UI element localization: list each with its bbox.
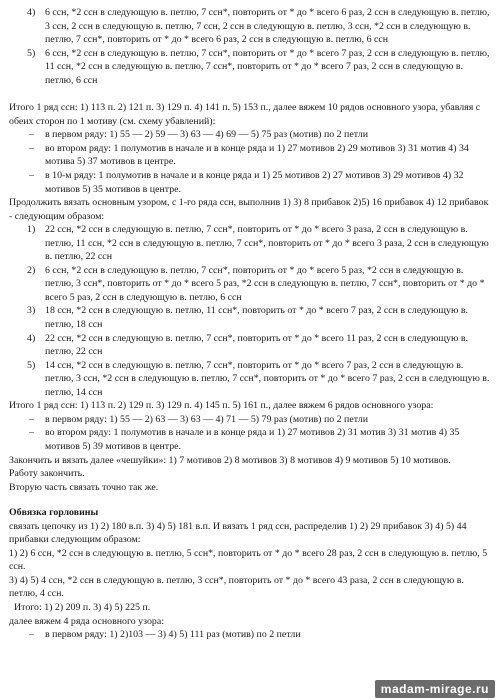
list-item xyxy=(9,223,491,264)
item-text: 22 ссн, *2 ссн в следующую в. петлю, 7 ссн*, повторить от * до * всего 3 раза, 2 ссн в следующую в. петлю, 11 ссн, *2 ссн в следующую в. петлю, 7 ссн*, повторить от * до * всего 3 раза, 2 ссн в следующую в. петлю, 22 ссн xyxy=(45,224,489,263)
finish-paragraph: Закончить и вязать далее «чешуйки»: 1) 7 мотивов 2) 8 мотивов 3) 8 мотивов 4) 9 мотивов 5) 10 мотивов. xyxy=(9,454,451,466)
total-paragraph: Итого 1 ряд ссн: 1) 113 п. 2) 121 п. 3) 129 п. 4) 141 п. 5) 153 п., далее вяжем 10 рядов основного узора, убавляя с обеих сторон по 1 мотиву (см. схему убавлений): xyxy=(9,102,481,127)
dash-text: в первом ряду: 1) 55 — 2) 59 — 3) 63 — 4) 69 — 5) 75 раз (мотив) по 2 петли xyxy=(45,129,368,141)
item-text: 18 ссн, *2 ссн в следующую в. петлю, 11 ссн*, повторить от * до * всего 7 раз, 2 ссн в следующую в. петлю, 18 ссн xyxy=(45,305,468,331)
item-number: 5) xyxy=(27,359,36,371)
item-text: 22 ссн, *2 ссн в следующую в. петлю, 7 ссн*, повторить от * до * всего 11 раз, 2 ссн в следующую в. петлю, 22 ссн xyxy=(45,332,468,358)
neckline-total: Итого: 1) 2) 209 п. 3) 4) 5) 225 п. xyxy=(14,601,151,613)
dash-text: в 10-м ряду: 1 полумотив в начале и в конце ряда и 1) 25 мотивов 2) 27 мотивов 3) 29 мотивов 4) 32 мотивов 5) 35 мотивов в центре. xyxy=(45,170,464,195)
neckline-paragraph: далее вяжем 4 ряда основного узора: xyxy=(9,615,164,627)
list-item xyxy=(9,47,491,88)
item-number: 4) xyxy=(27,7,36,18)
continue-paragraph: Продолжить вязать основным узором, с 1-го ряда ссн, выполнив 1) 3) 8 прибавок 2)5) 16 прибавок 4) 12 прибавок - следующим образом: xyxy=(9,197,489,222)
neckline-paragraph: 3) 4) 5) 4 ссн, *2 ссн в следующую в. петлю, 3 ссн*, повторить от * до * всего 43 раза, 2 ссн в следующую в. петлю, 4 ссн. xyxy=(9,574,464,600)
dash-text: в первом ряду: 1) 55 — 2) 63 — 3) 63 — 4) 71 — 5) 79 раз (мотив) по 2 петли xyxy=(45,413,368,425)
dash-item: – в первом ряду: 1) 55 — 2) 63 — 3) 63 — 4) 71 — 5) 79 раз (мотив) по 2 петли xyxy=(29,413,368,425)
dash-item: – во втором ряду: 1 полумотив в начале и в конце ряда и 1) 27 мотивов 2) 31 мотив 3) 31 мотив 4) 35 мотивов 5) 39 мотивов в центре. xyxy=(29,427,460,452)
total-paragraph: Итого 1 ряд ссн: 1) 113 п. 2) 129 п. 3) 129 п. 4) 145 п. 5) 161 п., далее вяжем 6 рядов основного узора: xyxy=(9,400,434,412)
item-number: 4) xyxy=(27,332,36,344)
dash-item: – во втором ряду: 1 полумотив в начале и в конце ряда и 1) 27 мотивов 2) 29 мотивов 3) 31 мотив 4) 34 мотива 5) 37 мотивов в центре. xyxy=(29,142,469,168)
list-item xyxy=(9,264,491,305)
list-item xyxy=(9,332,491,359)
item-text: 6 ссн, *2 ссн в следующую в. петлю, 7 ссн*, повторить от * до * всего 5 раз, *2 ссн в следующую в. петлю, 3 ссн*, повторить от * до * всего 5 раз, *2 ссн в следующую в. петлю, 7 ссн*, повторить от * до * всего 5 раз, 2 ссн в следующую в. петлю, 6 ссн xyxy=(45,264,485,303)
item-text: 14 ссн, *2 ссн в следующую в. петлю, 7 ссн*, повторить от * до * всего 7 раз, 2 ссн в следующую в. петлю, 3 ссн, *2 ссн в следующую в. петлю, 7 ссн*, повторить от * до * всего 7 раз, 2 ссн в следующую в. петлю, 14 ссн xyxy=(45,359,490,398)
finish-paragraph: Вторую часть связать точно так же. xyxy=(9,481,159,493)
dash-text: во втором ряду: 1 полумотив в начале и в конце ряда и 1) 27 мотивов 2) 31 мотив 3) 31 мотив 4) 35 мотивов 5) 39 мотивов в центре. xyxy=(45,427,460,452)
item-number: 5) xyxy=(27,47,36,59)
dash-item: – в 10-м ряду: 1 полумотив в начале и в конце ряда и 1) 25 мотивов 2) 27 мотивов 3) 29 мотивов 4) 32 мотивов 5) 35 мотивов в центре. xyxy=(29,170,464,195)
item-text: 6 ссн, *2 ссн в следующую в. петлю, 7 ссн*, повторить от * до * всего 6 раз, 2 ссн в следующую в. петлю, 3 ссн, 2 ссн в следующую в. петлю, 7 ссн, 2 ссн в следующую в. петлю, 3 ссн, *2 ссн в следующую в. петлю, 7 ссн*, повторить от * до * всего 6 раз, 2 ссн в следующую в. петлю, 6 ссн xyxy=(45,7,490,46)
neckline-paragraph: связать цепочку из 1) 2) 180 в.п. 3) 4) 5) 181 в.п. И вязать 1 ряд ссн, распределив 1) 2) 29 прибавок 3) 4) 5) 44 прибавки следующим образом: xyxy=(9,520,467,546)
watermark: madam-mirage.ru xyxy=(375,680,495,698)
dash-item: – в первом ряду: 1) 2)103 — 3) 4) 5) 111 раз (мотив) по 2 петли xyxy=(29,629,301,641)
document-body xyxy=(9,6,491,642)
dash-text: во втором ряду: 1 полумотив в начале и в конце ряда и 1) 27 мотивов 2) 29 мотивов 3) 31 мотив 4) 34 мотива 5) 37 мотивов в центре. xyxy=(45,142,469,168)
list-item xyxy=(9,304,491,331)
list-item xyxy=(9,359,491,400)
dash-item: – в первом ряду: 1) 55 — 2) 59 — 3) 63 — 4) 69 — 5) 75 раз (мотив) по 2 петли xyxy=(29,129,368,141)
list-item xyxy=(9,6,491,47)
finish-paragraph: Работу закончить. xyxy=(9,468,85,480)
item-number: 3) xyxy=(27,305,36,317)
item-text: 6 ссн, *2 ссн в следующую в. петлю, 7 ссн*, повторить от * до * всего 7 раз, 2 ссн в следующую в. петлю, 11 ссн, *2 ссн в следующую в. петлю, 7 ссн*, повторить от * до * всего 7 раз, 2 ссн в следующую в. петлю, 6 ссн xyxy=(45,47,490,86)
item-number: 2) xyxy=(27,264,36,276)
section-heading: Обвязка горловины xyxy=(9,507,99,519)
dash-text: в первом ряду: 1) 2)103 — 3) 4) 5) 111 раз (мотив) по 2 петли xyxy=(45,629,301,641)
neckline-paragraph: 1) 2) 6 ссн, *2 ссн в следующую в. петлю, 5 ссн*, повторить от * до * всего 28 раз, 2 ссн в следующую в. петлю, 5 ссн. xyxy=(9,547,488,573)
item-number: 1) xyxy=(27,224,36,236)
